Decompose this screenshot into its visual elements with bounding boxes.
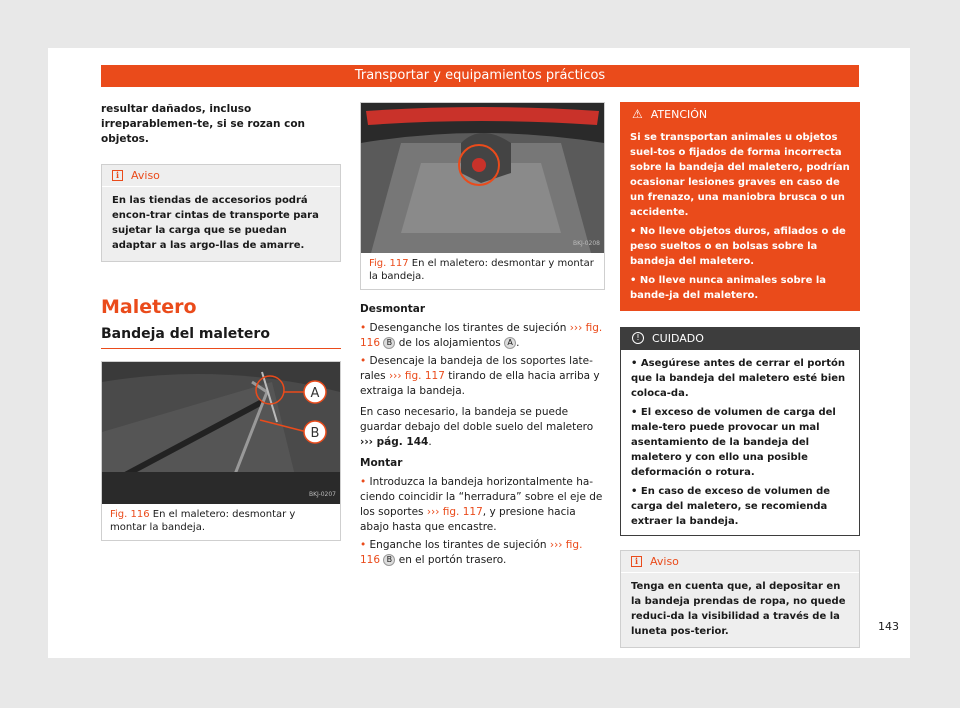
figure-code: BKJ-0207 <box>308 491 336 498</box>
section-rule <box>101 348 341 349</box>
intro-text: resultar dañados, incluso irreparablemen-te, si se rozan con objetos. <box>101 103 306 145</box>
figure-number: Fig. 116 <box>110 509 150 520</box>
exclamation-circle-icon: ! <box>632 332 644 344</box>
section-title: Maletero <box>101 296 197 318</box>
link-fig117[interactable]: ››› fig. 117 <box>388 370 445 382</box>
caption-text: En el maletero: desmontar y montar la bandeja. <box>110 509 296 533</box>
aviso-title: Aviso <box>650 555 679 568</box>
page-number: 143 <box>878 620 899 633</box>
figure-116-caption <box>102 504 340 540</box>
caption-text: En el maletero: desmontar y montar la bandeja. <box>369 258 594 282</box>
warning-icon: ⚠ <box>632 106 643 121</box>
figure-code: BKJ-0208 <box>572 240 600 247</box>
figure-117-caption <box>361 253 604 289</box>
info-icon: i <box>631 556 642 567</box>
desmontar-step-2: • Desencaje la bandeja de los soportes late-rales ››› fig. 117 tirando de ella hacia arriba y extraiga la bandeja. <box>360 355 600 397</box>
cuidado-box <box>620 327 860 536</box>
figure-number: Fig. 117 <box>369 258 409 269</box>
aviso-header <box>102 165 340 187</box>
atencion-title: ATENCIÓN <box>650 107 708 121</box>
column-left <box>101 102 341 541</box>
cuidado-title: CUIDADO <box>652 331 704 345</box>
figure-117-image <box>361 103 604 253</box>
cuidado-header <box>620 327 860 349</box>
aviso-header <box>621 551 859 573</box>
atencion-body: Si se transportan animales u objetos suel-tos o fijados de forma incorrecta sobre la bandeja del maletero, podrían ocasionar lesiones graves en caso de un frenazo, una maniobra brusca o un accidente. • No lleve objetos duros, afilados o de peso sueltos o en bolsas sobre la bandeja del maletero. • No lleve nunca animales sobre la bande-ja del maletero. <box>620 126 860 311</box>
montar-step-2: • Enganche los tirantes de sujeción ››› fig. 116 B en el portón trasero. <box>360 539 583 566</box>
cuidado-body: • Asegúrese antes de cerrar el portón que la bandeja del maletero esté bien coloca-da. • El exceso de volumen de carga del male-tero puede provocar un mal asentamiento de la bandeja del maletero y con ello una posible deformación o rotura. • En caso de exceso de volumen de carga del maletero, se recomienda extraer la bandeja. <box>620 349 860 536</box>
link-pag144[interactable]: ››› pág. 144 <box>360 436 429 448</box>
figure-117 <box>360 102 605 290</box>
aviso-box <box>101 164 341 262</box>
info-icon: i <box>112 170 123 181</box>
page-header: Transportar y equipamientos prácticos <box>101 65 859 87</box>
aviso-title: Aviso <box>131 169 160 182</box>
desmontar-title: Desmontar <box>360 303 425 315</box>
callout-a: A <box>310 386 320 401</box>
atencion-header <box>620 102 860 126</box>
tailgate-illustration <box>102 362 340 504</box>
trunk-illustration <box>361 103 604 253</box>
link-fig116[interactable]: ››› fig. 116 <box>360 322 603 349</box>
aviso-text: En las tiendas de accesorios podrá encon-trar cintas de transporte para sujetar la carga que se puedan adaptar a las argo-llas de amarre. <box>112 195 319 251</box>
link-fig117[interactable]: ››› fig. 117 <box>426 506 483 518</box>
column-right <box>620 102 860 648</box>
figure-116 <box>101 361 341 541</box>
montar-title: Montar <box>360 457 403 469</box>
desmontar-step-1: • Desenganche los tirantes de sujeción ››› fig. 116 B de los alojamientos A . <box>360 322 603 349</box>
atencion-box <box>620 102 860 311</box>
subsection-title: Bandeja del maletero <box>101 326 270 342</box>
callout-b: B <box>310 426 320 441</box>
paragraph-storage: En caso necesario, la bandeja se puede guardar debajo del doble suelo del maletero ››› pág. 144. <box>360 406 594 448</box>
aviso-text: Tenga en cuenta que, al depositar en la bandeja prendas de ropa, no quede reduci-da la visibilidad a través de la luneta pos-terior. <box>631 581 846 637</box>
column-middle <box>360 102 605 574</box>
link-fig116[interactable]: ››› fig. 116 <box>360 539 583 566</box>
montar-step-1: • Introduzca la bandeja horizontalmente ha-ciendo coincidir la “herradura” sobre el eje de los soportes ››› fig. 117, y presione hacia abajo hasta que encastre. <box>360 476 603 533</box>
figure-116-image <box>102 362 340 504</box>
aviso-box-2 <box>620 550 860 648</box>
